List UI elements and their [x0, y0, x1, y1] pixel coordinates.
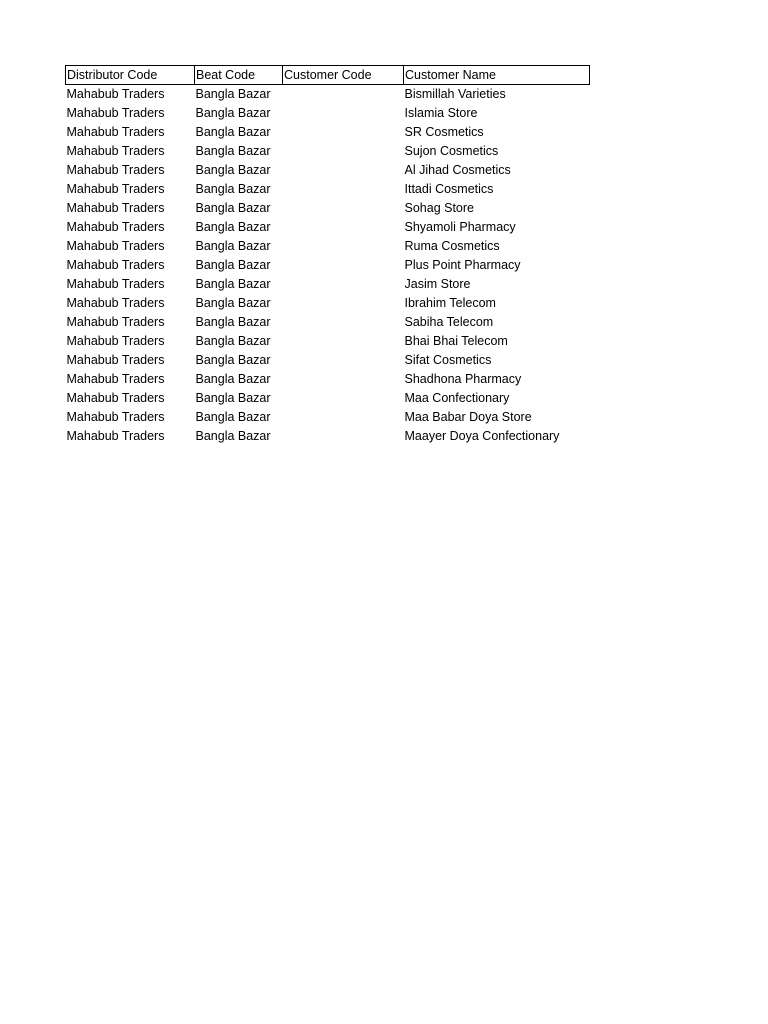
distributor-code-cell: Mahabub Traders	[66, 87, 165, 101]
customer-code-cell	[283, 408, 404, 427]
distributor-code-cell: Mahabub Traders	[66, 258, 165, 272]
table-row	[66, 427, 590, 446]
distributor-code-cell: Mahabub Traders	[66, 239, 165, 253]
customer-name-cell: Jasim Store	[404, 277, 471, 291]
beat-code-cell: Bangla Bazar	[195, 353, 271, 367]
distributor-code-cell: Mahabub Traders	[66, 106, 165, 120]
table-row	[66, 161, 590, 180]
customer-code-cell	[283, 104, 404, 123]
beat-code-cell: Bangla Bazar	[195, 410, 271, 424]
distributor-code-cell: Mahabub Traders	[66, 163, 165, 177]
customer-name-cell: Sohag Store	[404, 201, 474, 215]
table-row	[66, 256, 590, 275]
customer-name-cell: SR Cosmetics	[404, 125, 484, 139]
beat-code-cell: Bangla Bazar	[195, 106, 271, 120]
distributor-code-cell: Mahabub Traders	[66, 315, 165, 329]
table-row	[66, 237, 590, 256]
customer-code-cell	[283, 294, 404, 313]
table-row	[66, 199, 590, 218]
customer-code-cell	[283, 427, 404, 446]
beat-code-cell: Bangla Bazar	[195, 277, 271, 291]
distributor-code-cell: Mahabub Traders	[66, 277, 165, 291]
table-row	[66, 123, 590, 142]
customer-name-cell: Ittadi Cosmetics	[404, 182, 494, 196]
beat-code-cell: Bangla Bazar	[195, 220, 271, 234]
beat-code-cell: Bangla Bazar	[195, 125, 271, 139]
customer-name-cell: Sifat Cosmetics	[404, 353, 492, 367]
beat-code-cell: Bangla Bazar	[195, 144, 271, 158]
table-row	[66, 218, 590, 237]
table-row	[66, 142, 590, 161]
beat-code-cell: Bangla Bazar	[195, 163, 271, 177]
table-row	[66, 275, 590, 294]
customer-code-cell	[283, 199, 404, 218]
table-row	[66, 389, 590, 408]
table-row	[66, 332, 590, 351]
customer-code-cell	[283, 275, 404, 294]
customer-name-cell: Sujon Cosmetics	[404, 144, 499, 158]
customer-code-cell	[283, 85, 404, 105]
customer-name-cell: Ibrahim Telecom	[404, 296, 496, 310]
header-row	[66, 66, 590, 85]
customer-code-cell	[283, 161, 404, 180]
distributor-code-cell: Mahabub Traders	[66, 144, 165, 158]
beat-code-cell: Bangla Bazar	[195, 334, 271, 348]
beat-code-cell: Bangla Bazar	[195, 201, 271, 215]
beat-code-cell: Bangla Bazar	[195, 87, 271, 101]
distributor-code-cell: Mahabub Traders	[66, 296, 165, 310]
customer-name-cell: Al Jihad Cosmetics	[404, 163, 511, 177]
distributor-code-cell: Mahabub Traders	[66, 220, 165, 234]
table-row	[66, 313, 590, 332]
distributor-code-cell: Mahabub Traders	[66, 125, 165, 139]
table-row	[66, 408, 590, 427]
customer-name-cell: Shadhona Pharmacy	[404, 372, 522, 386]
distributor-code-cell: Mahabub Traders	[66, 201, 165, 215]
customer-code-cell	[283, 237, 404, 256]
customer-name-cell: Ruma Cosmetics	[404, 239, 500, 253]
beat-code-cell: Bangla Bazar	[195, 258, 271, 272]
customer-name-cell: Plus Point Pharmacy	[404, 258, 521, 272]
customer-code-cell	[283, 123, 404, 142]
distributor-code-cell: Mahabub Traders	[66, 391, 165, 405]
table-body	[66, 85, 590, 447]
customer-name-cell: Maayer Doya Confectionary	[404, 429, 560, 443]
table-row	[66, 370, 590, 389]
customer-code-cell	[283, 313, 404, 332]
customer-table	[65, 65, 590, 446]
beat-code-cell: Bangla Bazar	[195, 372, 271, 386]
header-customer-name: Customer Name	[404, 66, 590, 85]
beat-code-cell: Bangla Bazar	[195, 391, 271, 405]
customer-code-cell	[283, 389, 404, 408]
beat-code-cell: Bangla Bazar	[195, 315, 271, 329]
distributor-code-cell: Mahabub Traders	[66, 334, 165, 348]
header-distributor-code: Distributor Code	[66, 66, 195, 85]
customer-code-cell	[283, 218, 404, 237]
customer-name-cell: Islamia Store	[404, 106, 478, 120]
customer-code-cell	[283, 370, 404, 389]
customer-name-cell: Sabiha Telecom	[404, 315, 494, 329]
distributor-code-cell: Mahabub Traders	[66, 429, 165, 443]
customer-name-cell: Maa Babar Doya Store	[404, 410, 532, 424]
distributor-code-cell: Mahabub Traders	[66, 372, 165, 386]
customer-name-cell: Bismillah Varieties	[404, 87, 506, 101]
distributor-code-cell: Mahabub Traders	[66, 353, 165, 367]
beat-code-cell: Bangla Bazar	[195, 429, 271, 443]
customer-code-cell	[283, 180, 404, 199]
distributor-code-cell: Mahabub Traders	[66, 410, 165, 424]
beat-code-cell: Bangla Bazar	[195, 182, 271, 196]
customer-name-cell: Bhai Bhai Telecom	[404, 334, 508, 348]
header-customer-code: Customer Code	[283, 66, 404, 85]
table-row	[66, 351, 590, 370]
table-row	[66, 104, 590, 123]
distributor-code-cell: Mahabub Traders	[66, 182, 165, 196]
customer-name-cell: Maa Confectionary	[404, 391, 510, 405]
customer-code-cell	[283, 351, 404, 370]
spreadsheet-page	[65, 65, 589, 446]
table-row	[66, 85, 590, 105]
table-row	[66, 294, 590, 313]
customer-code-cell	[283, 332, 404, 351]
customer-name-cell: Shyamoli Pharmacy	[404, 220, 516, 234]
beat-code-cell: Bangla Bazar	[195, 239, 271, 253]
header-beat-code: Beat Code	[195, 66, 283, 85]
table-row	[66, 180, 590, 199]
customer-code-cell	[283, 256, 404, 275]
beat-code-cell: Bangla Bazar	[195, 296, 271, 310]
customer-code-cell	[283, 142, 404, 161]
